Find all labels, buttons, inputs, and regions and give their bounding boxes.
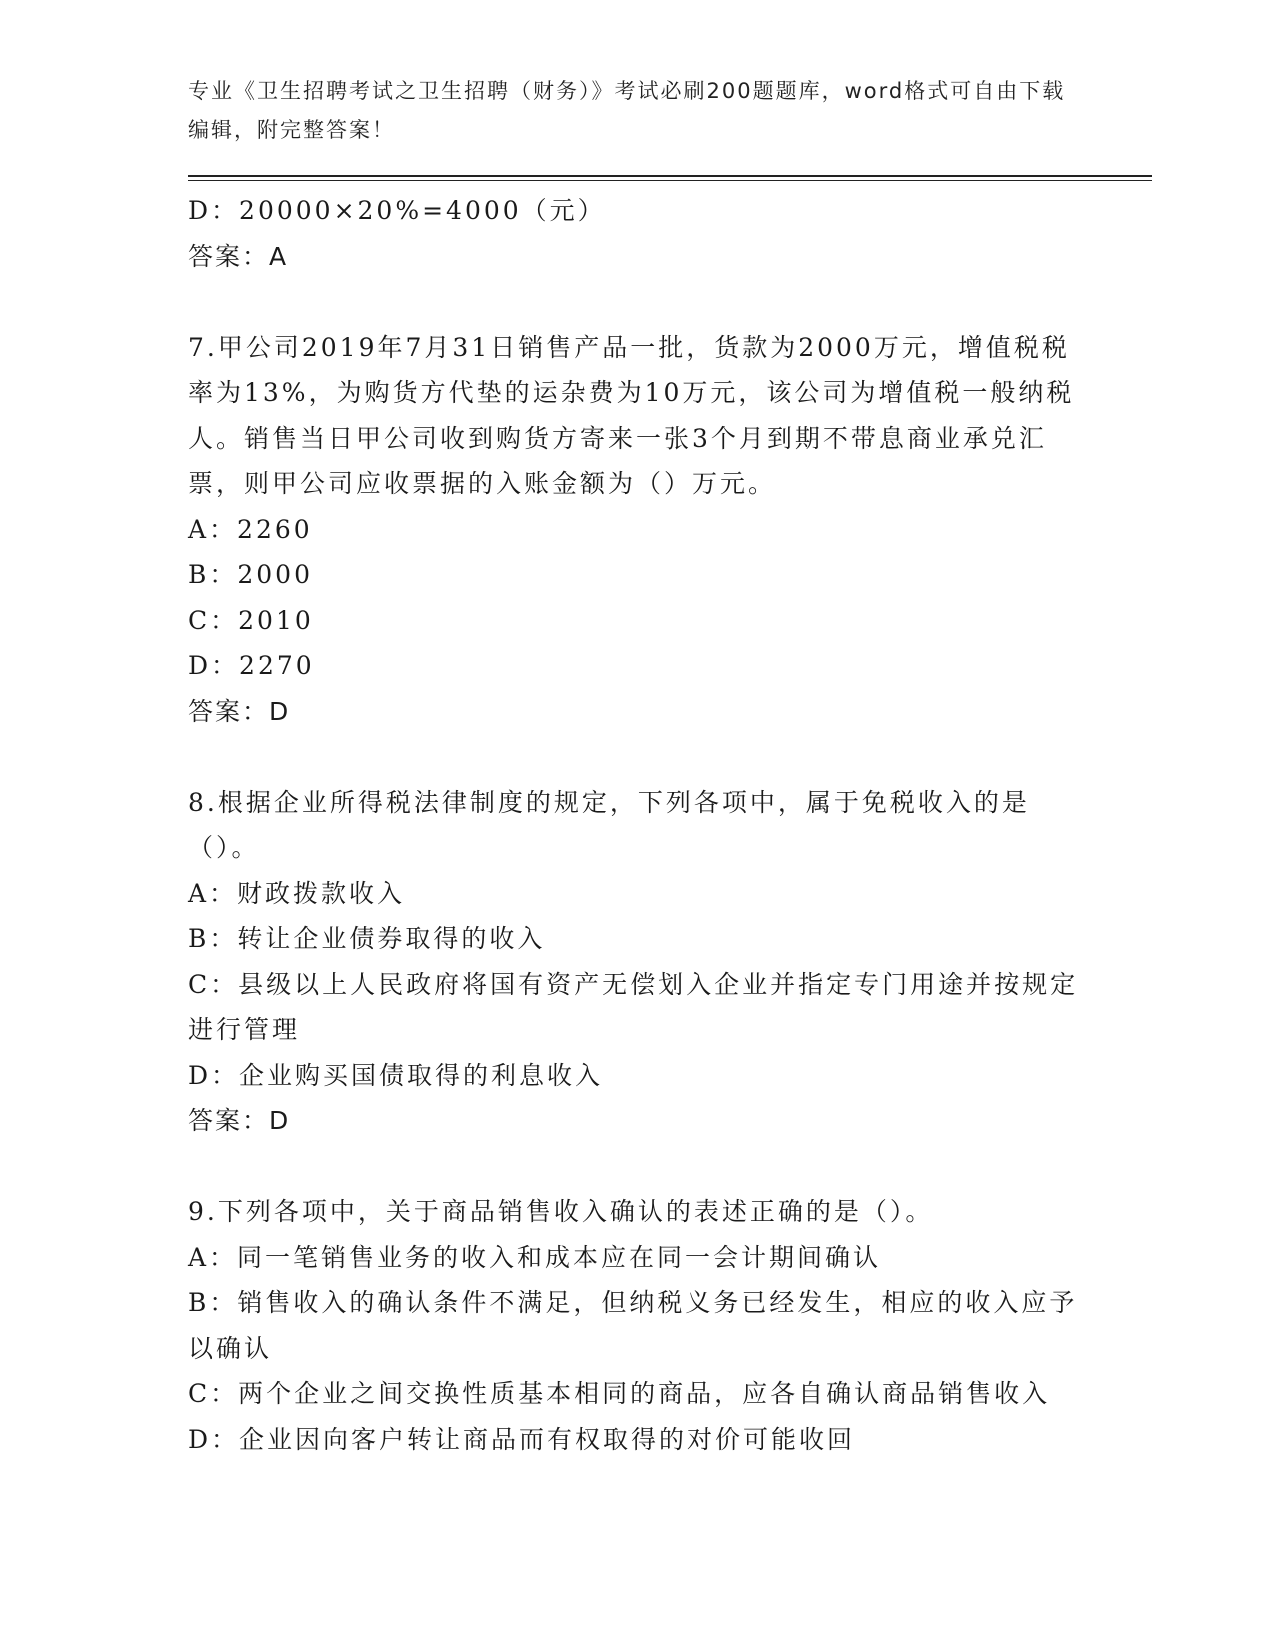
spacer	[188, 734, 1088, 780]
answer-line: 答案：D	[188, 1106, 291, 1135]
question-stem: 7.甲公司2019年7月31日销售产品一批，货款为2000万元，增值税税率为13%，为购货方代垫的运杂费为10万元，该公司为增值税一般纳税人。销售当日甲公司收到购货方寄来一张3个月到期不带息商业承兑汇票，则甲公司应收票据的入账金额为（）万元。	[188, 332, 1075, 498]
option-a: A：财政拨款收入	[188, 878, 406, 908]
page-header: 专业《卫生招聘考试之卫生招聘（财务）》考试必刷200题题库，word格式可自由下载编辑，附完整答案！	[188, 79, 1066, 142]
option-d: D：企业因向客户转让商品而有权取得的对价可能收回	[188, 1424, 856, 1454]
spacer	[188, 1144, 1088, 1190]
spacer	[188, 279, 1088, 325]
question-8	[188, 780, 1088, 1144]
option-c: C：2010	[188, 605, 314, 635]
option-d: D：企业购买国债取得的利息收入	[188, 1060, 604, 1090]
question-stem: 9.下列各项中，关于商品销售收入确认的表述正确的是（）。	[188, 1197, 934, 1226]
option-c: C：县级以上人民政府将国有资产无偿划入企业并指定专门用途并按规定进行管理	[188, 969, 1079, 1044]
question-content	[188, 188, 1088, 1462]
header-divider-thin	[188, 180, 1152, 181]
option-a: A：2260	[188, 514, 313, 544]
answer-line: 答案：A	[188, 241, 289, 271]
option-b: B：销售收入的确认条件不满足，但纳税义务已经发生，相应的收入应予以确认	[188, 1288, 1078, 1363]
question-stem: 8.根据企业所得税法律制度的规定，下列各项中，属于免税收入的是（）。	[188, 787, 1030, 862]
previous-question-tail	[188, 188, 1088, 279]
answer-line: 答案：D	[188, 696, 291, 726]
option-d: D：2270	[188, 651, 315, 680]
option-a: A：同一笔销售业务的收入和成本应在同一会计期间确认	[188, 1242, 882, 1272]
question-7	[188, 325, 1088, 735]
option-b: B：2000	[188, 560, 313, 589]
option-c: C：两个企业之间交换性质基本相同的商品，应各自确认商品销售收入	[188, 1379, 1051, 1408]
option-d: D：20000×20%=4000（元）	[188, 196, 606, 225]
header-divider	[188, 175, 1152, 177]
question-9	[188, 1189, 1088, 1462]
option-b: B：转让企业债券取得的收入	[188, 924, 546, 953]
